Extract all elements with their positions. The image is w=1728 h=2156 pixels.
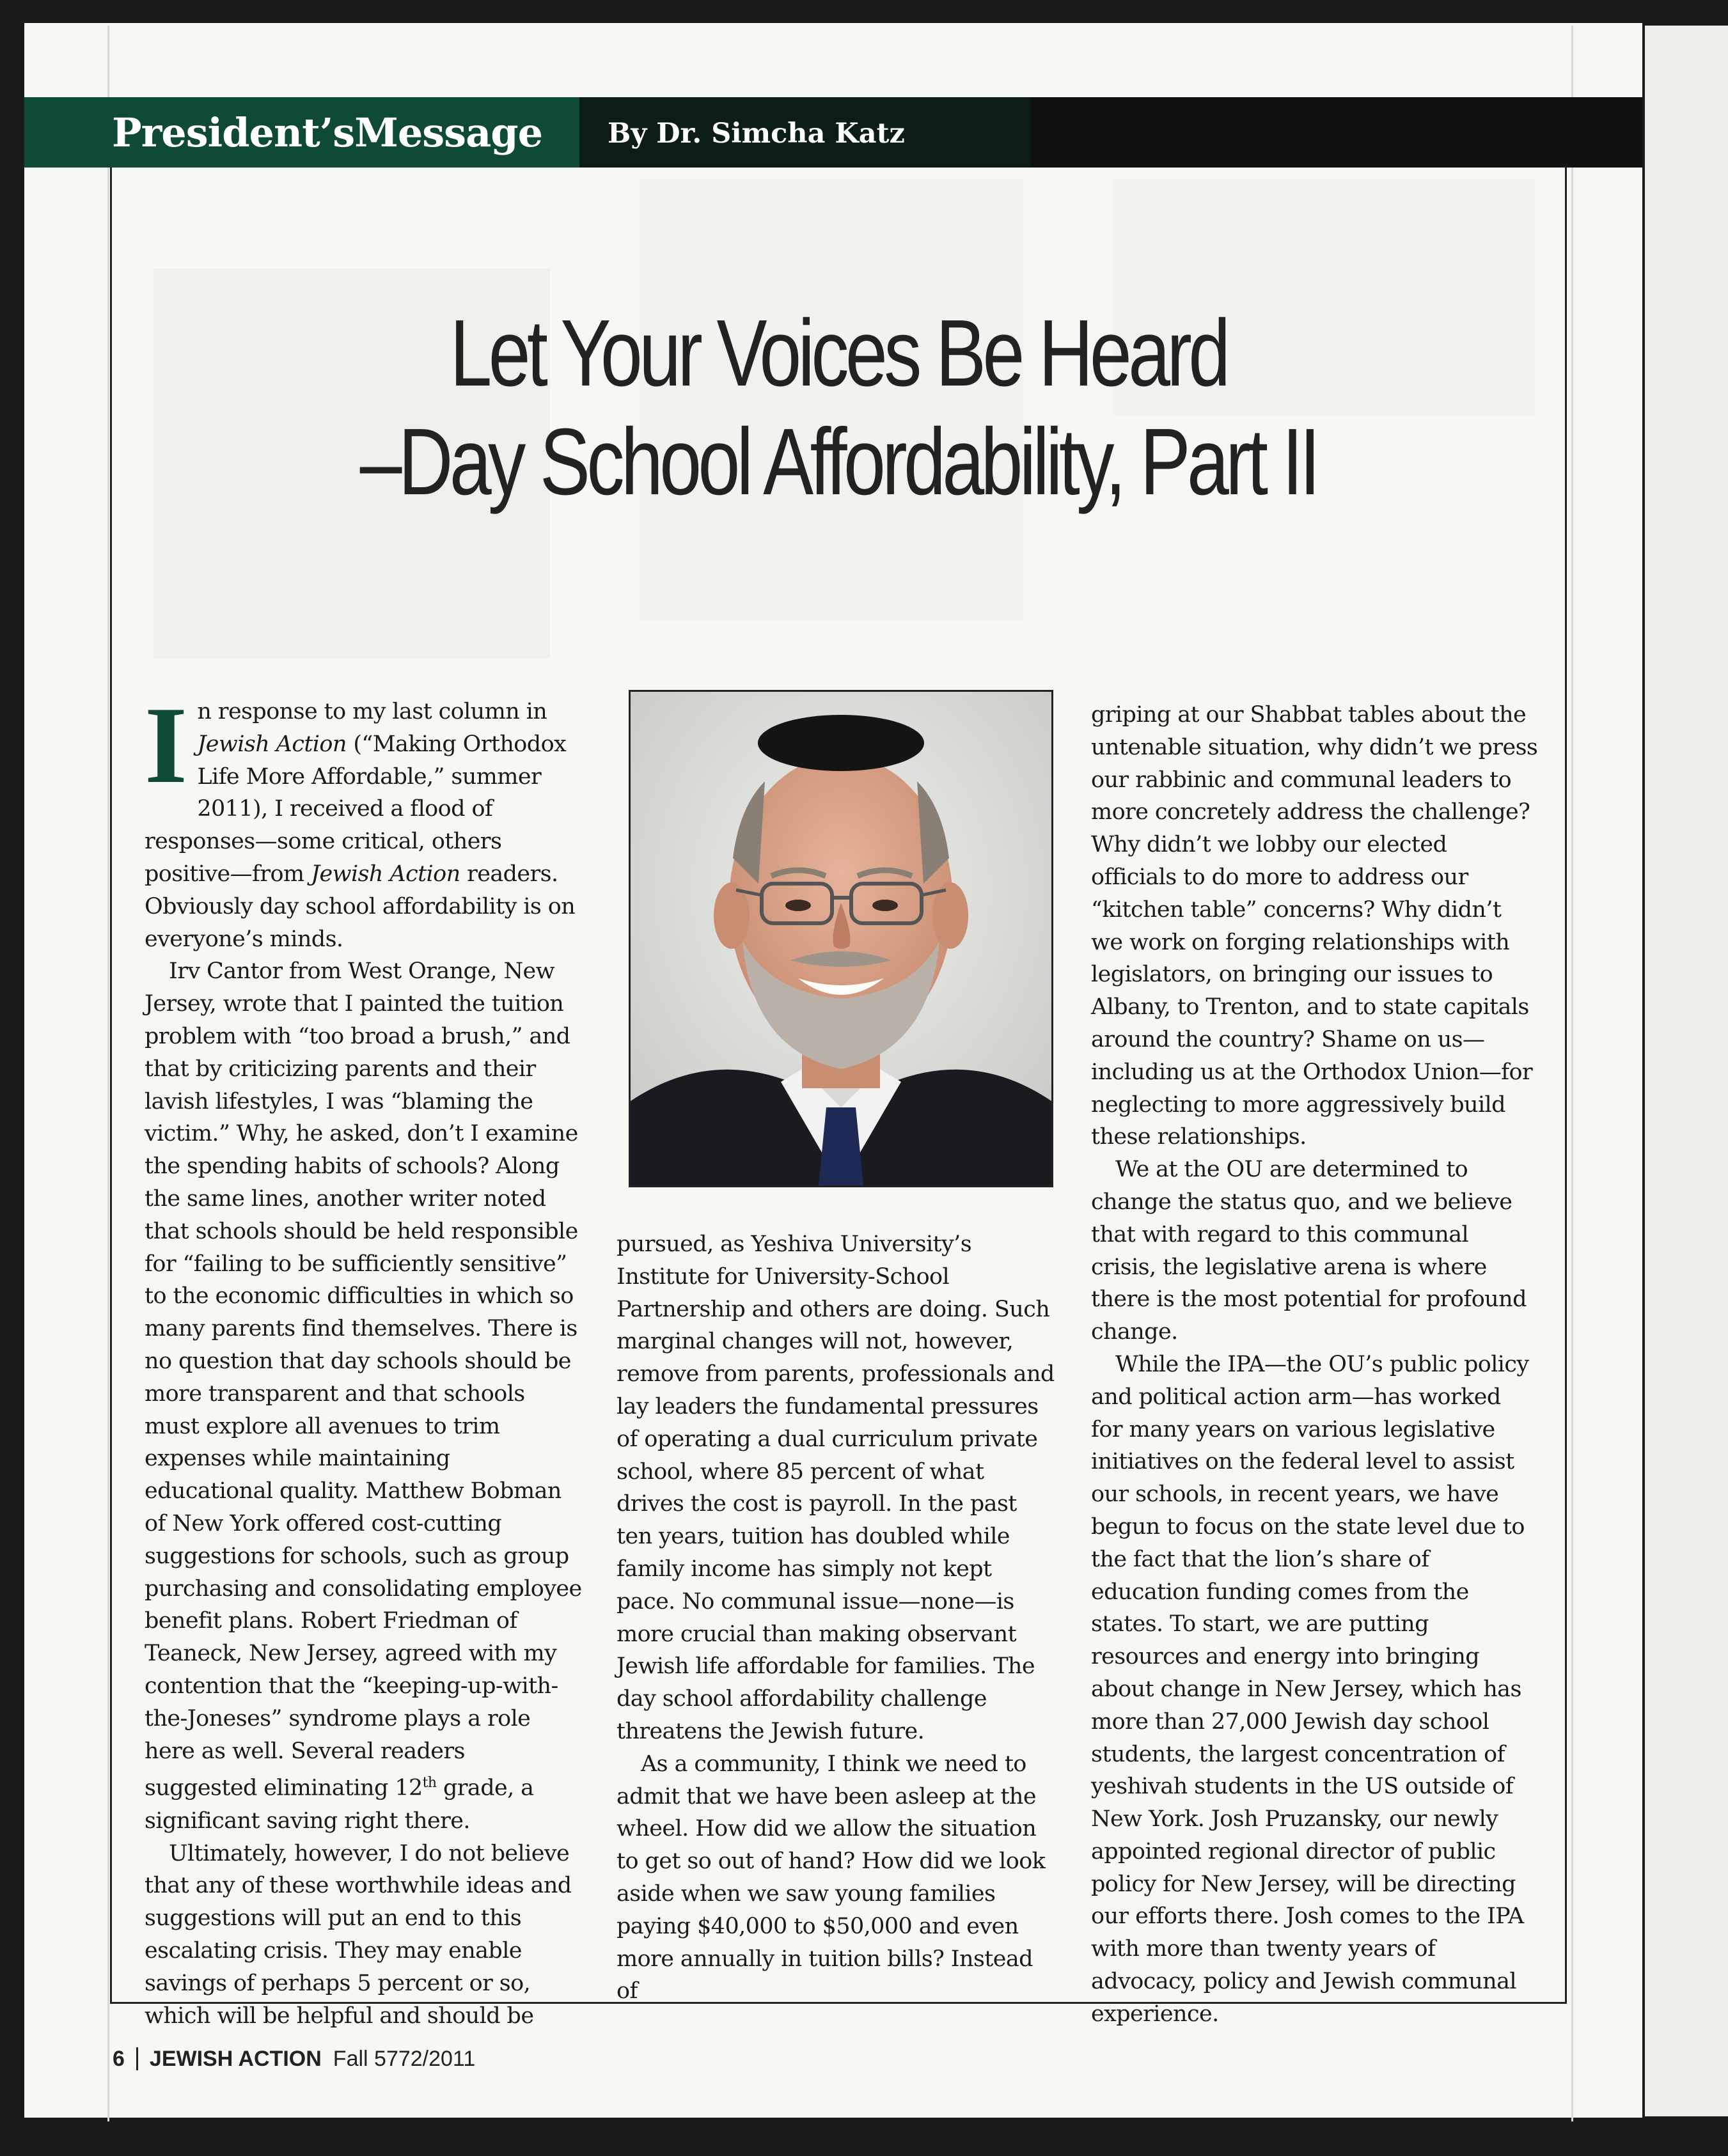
paragraph xyxy=(145,955,583,1837)
headline xyxy=(256,299,1421,517)
drop-cap: I xyxy=(145,685,187,806)
publication-name: Jewish Action xyxy=(197,731,347,757)
paragraph: pursued, as Yeshiva University’s Institute for University-School Partnership and others are doing. Such marginal changes will not, however, remove from parents, professionals and lay leaders the fundamental pressures of operating a dual curriculum private school, where 85 percent of what drives the cost is payroll. In the past ten years, tuition has doubled while family income has simply not kept pace. No communal issue—none—is more crucial than making observant Jewish life affordable for families. The day school affordability challenge threatens the Jewish future. xyxy=(617,1231,1055,1744)
byline: By Dr. Simcha Katz xyxy=(608,118,905,150)
article-column-2 xyxy=(617,1228,1055,2008)
magazine-name: JEWISH ACTION xyxy=(149,2047,322,2071)
text-run: n response to my last column in xyxy=(197,699,547,724)
text-run: grade, a significant saving right there. xyxy=(145,1775,534,1834)
author-portrait xyxy=(629,690,1053,1187)
paragraph: As a community, I think we need to admit that we have been asleep at the wheel. How did we allow the situation to get so out of hand? How did we look aside when we saw young families paying $40,000 to $50,000 and even more annually in tuition bills? Instead of xyxy=(617,1751,1046,2004)
article-column-1 xyxy=(145,685,583,2032)
article-column-3 xyxy=(1091,699,1539,2031)
superscript: th xyxy=(422,1775,437,1792)
page-footer xyxy=(113,2046,475,2072)
adjacent-page-edge xyxy=(1645,26,1728,2116)
paragraph: We at the OU are determined to change the status quo, and we believe that with regard to this communal crisis, the legislative arena is where there is the most potential for profound change. xyxy=(1091,1157,1527,1345)
issue-date: Fall 5772/2011 xyxy=(333,2047,476,2071)
text-run: readers. Obviously day school affordability is on everyone’s minds. xyxy=(145,861,576,952)
paragraph: Ultimately, however, I do not believe that any of these worthwhile ideas and suggestions will put an end to this escalating crisis. They may enable savings of perhaps 5 percent or so, which will be helpful and should be xyxy=(145,1840,572,2029)
text-run: Irv Cantor from West Orange, New Jersey, wrote that I painted the tuition problem with “too broad a brush,” and that by criticizing parents and their lavish lifestyles, I was “blaming the victim.” Why, he asked, don’t I examine the spending habits of schools? Along the same lines, another writer noted that schools should be held responsible for “failing to be sufficiently sensitive” to the economic difficulties in which so many parents find themselves. There is no question that day schools should be more transparent and that schools must explore all avenues to trim expenses while maintaining educational quality. Matthew Bobman of New York offered cost-cutting suggestions for schools, such as group purchasing and consolidating employee benefit plans. Robert Friedman of Teaneck, New Jersey, agreed with my contention that the “keeping-up-with-the-Joneses” syndrome plays a role here as well. Several readers suggested eliminating 12 xyxy=(145,958,582,1801)
paragraph xyxy=(145,685,583,955)
paragraph: While the IPA—the OU’s public policy and political action arm—has worked for many years on various legislative initiatives on the federal level to assist our schools, in recent years, we have begun to focus on the state level due to the fact that the lion’s share of education funding comes from the states. To start, we are putting resources and energy into bringing about change in New Jersey, which has more than 27,000 Jewish day school students, the largest concentration of yeshivah students in the US outside of New York. Josh Pruzansky, our newly appointed regional director of public policy for New Jersey, will be directing our efforts there. Josh comes to the IPA with more than twenty years of advocacy, policy and Jewish communal experience. xyxy=(1091,1351,1529,2027)
publication-name: Jewish Action xyxy=(311,861,460,887)
paragraph: griping at our Shabbat tables about the untenable situation, why didn’t we press our rabbinic and communal leaders to more concretely address the challenge? Why didn’t we lobby our elected officials to do more to address our “kitchen table” concerns? Why didn’t we work on forging relationships with legislators, on bringing our issues to Albany, to Trenton, and to state capitals around the country? Shame on us—including us at the Orthodox Union—for neglecting to more aggressively build these relationships. xyxy=(1091,702,1538,1150)
portrait-illustration xyxy=(631,692,1051,1185)
footer-divider xyxy=(136,2047,138,2070)
text-run: (“Making Orthodox Life More Affordable,” summer 2011), I received a flood of responses—some critical, others positive—from xyxy=(145,731,567,887)
section-title: President’sMessage xyxy=(112,109,543,156)
headline-line-1: Let Your Voices Be Heard xyxy=(450,301,1227,406)
headline-line-2: –Day School Affordability, Part II xyxy=(359,409,1317,515)
page-number: 6 xyxy=(113,2047,125,2071)
